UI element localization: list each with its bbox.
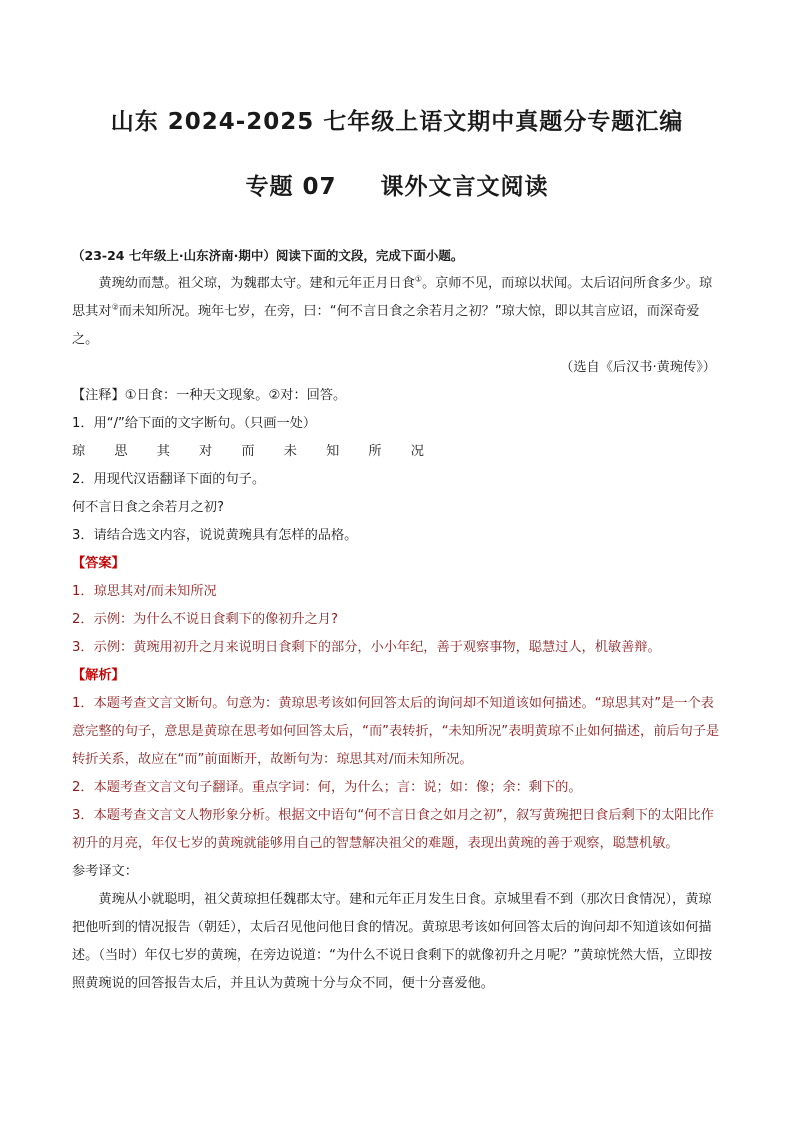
translation-label: 参考译文： <box>72 864 138 879</box>
question-2: 2．用现代汉语翻译下面的句子。 <box>72 472 266 487</box>
char-item: 琼 <box>72 444 86 459</box>
passage-part-1: 黄琬幼而慧。祖父琼，为魏郡太守。建和元年正月日食 <box>98 276 415 291</box>
char-item: 所 <box>368 444 382 459</box>
analysis-1: 1．本题考查文言文断句。句意为：黄琼思考该如何回答太后的询问却不知道该如何描述。“琼思其对”是一个表意完整的句子，意思是黄琼在思考如何回答太后，“而”表转折，“未知所况”表明黄琼不止如何描述，前后句子是转折关系，故应在“而”前面断开，故断句为：琼思其对/而未知所况。 <box>72 696 720 767</box>
answer-1: 1．琼思其对/而未知所况 <box>72 584 217 599</box>
topic-name: 课外文言文阅读 <box>380 174 549 200</box>
passage-source: （选自《后汉书·黄琬传》） <box>560 360 716 375</box>
analysis-label: 【解析】 <box>72 668 125 683</box>
passage-part-3: 而未知所况。琬年七岁，在旁，曰：“何不言日食之余若月之初？”琼大惊，即以其言应诏，而深奇爱之。 <box>72 304 700 347</box>
note-marker-1: ① <box>414 274 423 284</box>
answer-label: 【答案】 <box>72 556 125 571</box>
char-item: 其 <box>156 444 170 459</box>
translation-text: 黄琬从小就聪明，祖父黄琼担任魏郡太守。建和元年正月发生日食。京城里看不到（那次日食情况），黄琼把他听到的情况报告（朝廷），太后召见他问他日食的情况。黄琼思考该如何回答太后的询问却不知道该如何描述。（当时）年仅七岁的黄琬，在旁边说道：“为什么不说日食剩下的就像初升之月呢？”黄琼恍然大悟，立即按照黄琬说的回答报告太后，并且认为黄琬十分与众不同，便十分喜爱他。 <box>72 892 713 991</box>
char-item: 知 <box>326 444 340 459</box>
passage-part-2: 。京师不见，而琼以状闻。太后诏问所食多少。琼思其对 <box>72 276 713 319</box>
char-item: 思 <box>114 444 128 459</box>
segmentation-characters <box>72 438 424 466</box>
char-item: 未 <box>283 444 297 459</box>
topic-number: 专题 07 <box>245 174 337 200</box>
answer-2: 2．示例：为什么不说日食剩下的像初升之月? <box>72 612 338 627</box>
question-2-sentence: 何不言日食之余若月之初? <box>72 500 225 515</box>
question-3: 3．请结合选文内容，说说黄琬具有怎样的品格。 <box>72 528 358 543</box>
answer-3: 3．示例：黄琬用初升之月来说明日食剩下的部分，小小年纪，善于观察事物，聪慧过人，机敏善辩。 <box>72 640 661 655</box>
question-1: 1．用“/”给下面的文字断句。（只画一处） <box>72 416 317 431</box>
question-intro: （23-24 七年级上·山东济南·期中）阅读下面的文段，完成下面小题。 <box>72 248 464 263</box>
annotation-notes: 【注释】①日食：一种天文现象。②对：回答。 <box>72 388 347 403</box>
analysis-2: 2．本题考查文言文句子翻译。重点字词：何，为什么；言：说；如：像；余：剩下的。 <box>72 780 582 795</box>
char-item: 对 <box>199 444 213 459</box>
document-body <box>72 242 722 998</box>
note-marker-2: ② <box>111 302 119 312</box>
classical-passage <box>72 270 722 354</box>
document-subtitle <box>0 168 794 201</box>
char-item: 而 <box>241 444 255 459</box>
char-item: 况 <box>410 444 424 459</box>
analysis-3: 3．本题考查文言文人物形象分析。根据文中语句“何不言日食之如月之初”，叙写黄琬把日食后剩下的太阳比作初升的月亮，年仅七岁的黄琬就能够用自己的智慧解决祖父的难题，表现出黄琬的善于观察，聪慧机敏。 <box>72 808 714 851</box>
document-title: 山东 2024-2025 七年级上语文期中真题分专题汇编 <box>110 109 684 135</box>
